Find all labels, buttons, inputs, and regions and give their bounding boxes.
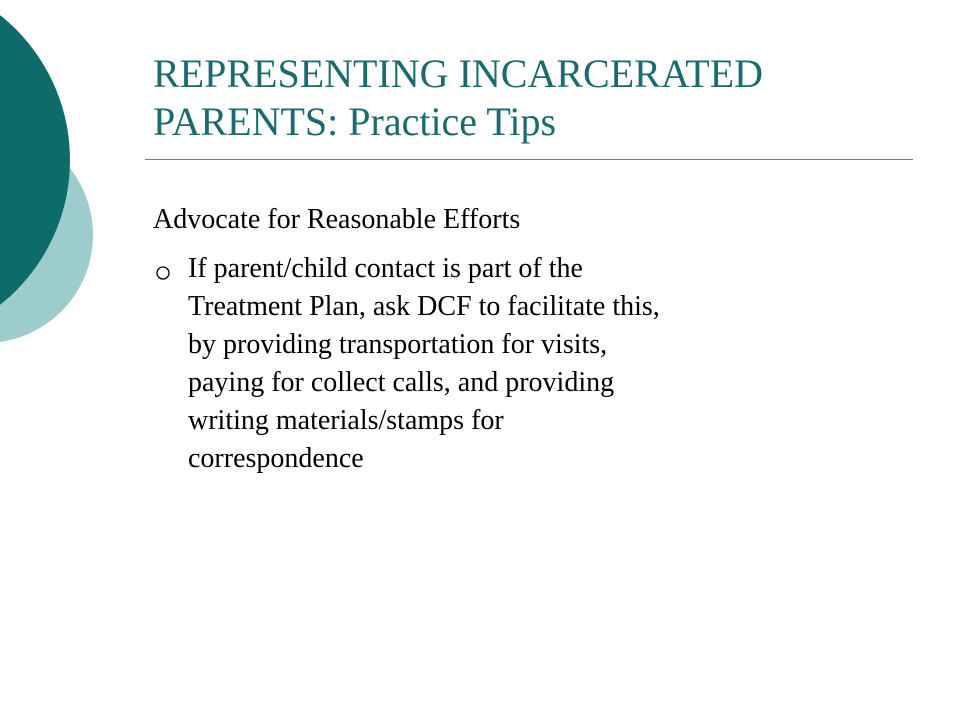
bullet-text-line-1: If parent/child contact is part of the (188, 253, 583, 284)
slide-title-line-1: REPRESENTING INCARCERATED (153, 51, 764, 96)
bullet-text-line-2: Treatment Plan, ask DCF to facilitate this, (188, 291, 660, 322)
bullet-text-line-4: paying for collect calls, and providing (188, 367, 615, 398)
bullet-text-line-3: by providing transportation for visits, (188, 329, 608, 360)
hollow-circle-bullet-icon (155, 265, 171, 281)
bullet-text-line-6: correspondence (188, 443, 364, 474)
slide-title-line-2: PARENTS: Practice Tips (153, 99, 557, 144)
title-divider (145, 159, 913, 160)
bullet-item (153, 250, 873, 478)
slide-title (153, 50, 913, 146)
bullet-text-line-5: writing materials/stamps for (188, 405, 504, 436)
bullet-list (153, 250, 873, 478)
decorative-circles-graphic (0, 0, 120, 400)
subheading: Advocate for Reasonable Efforts (153, 204, 521, 235)
